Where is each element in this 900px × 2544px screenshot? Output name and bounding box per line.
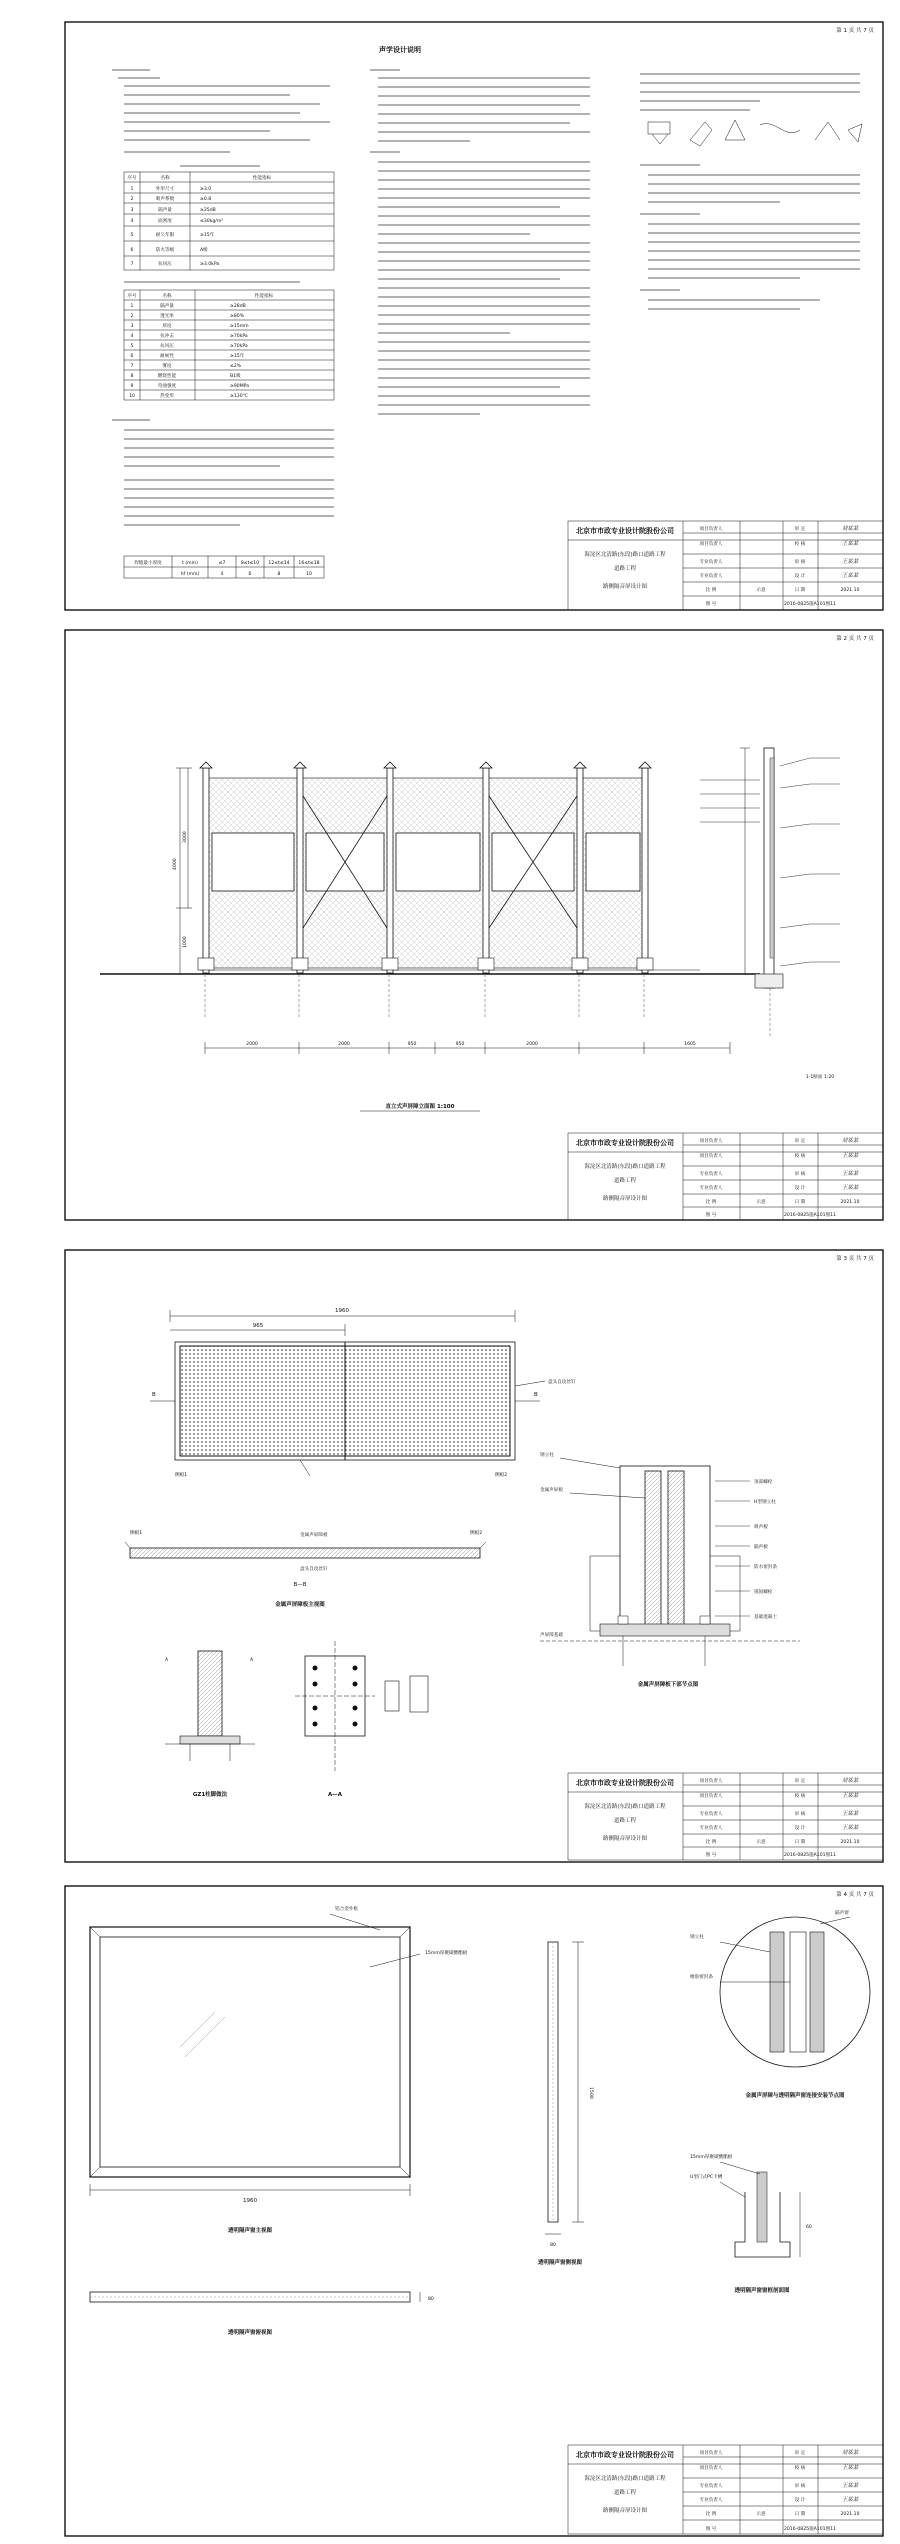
svg-text:专业负责人: 专业负责人 <box>699 1186 723 1191</box>
svg-text:2: 2 <box>130 314 134 319</box>
svg-text:外形尺寸: 外形尺寸 <box>155 187 175 192</box>
svg-text:≥15年: ≥15年 <box>230 354 245 359</box>
svg-text:声屏障基础: 声屏障基础 <box>540 1633 563 1638</box>
window-bottom-caption: 透明隔声窗俯视图 <box>227 2330 273 2336</box>
svg-text:项目负责人: 项目负责人 <box>699 2451 723 2456</box>
svg-text:名称: 名称 <box>162 294 172 299</box>
svg-text:3: 3 <box>130 208 134 213</box>
svg-text:8: 8 <box>130 374 134 379</box>
svg-text:校 核: 校 核 <box>794 1794 806 1799</box>
svg-text:2000: 2000 <box>338 1042 350 1047</box>
svg-text:隔声量: 隔声量 <box>158 208 172 213</box>
svg-text:日 期: 日 期 <box>794 2512 806 2517</box>
svg-text:2021.10: 2021.10 <box>840 1840 860 1845</box>
svg-text:专业负责人: 专业负责人 <box>699 574 723 579</box>
svg-text:侧板1: 侧板1 <box>130 1531 143 1536</box>
svg-text:抗风压: 抗风压 <box>160 344 174 349</box>
front-view-caption: 金属声屏障板主视图 <box>275 1602 325 1608</box>
svg-text:雾度: 雾度 <box>162 364 172 369</box>
svg-text:侧板1: 侧板1 <box>175 1473 188 1478</box>
svg-text:15mm厚聚碳酸酯板: 15mm厚聚碳酸酯板 <box>425 1951 468 1956</box>
svg-text:王某某: 王某某 <box>841 1171 859 1177</box>
svg-text:2: 2 <box>130 197 134 202</box>
svg-text:2016-0825施A101图11: 2016-0825施A101图11 <box>784 602 836 607</box>
title-block-1 <box>568 521 883 610</box>
sheet-1-sketches <box>648 120 862 146</box>
svg-text:B1级: B1级 <box>230 374 241 379</box>
svg-text:王某某: 王某某 <box>841 559 859 565</box>
svg-text:侧板2: 侧板2 <box>495 1473 508 1478</box>
svg-text:金属声屏板: 金属声屏板 <box>540 1488 563 1493</box>
svg-text:道路工程: 道路工程 <box>613 2490 637 2496</box>
svg-text:序号: 序号 <box>127 176 137 181</box>
svg-text:审 定: 审 定 <box>794 2451 806 2456</box>
svg-text:专业负责人: 专业负责人 <box>699 1172 723 1177</box>
svg-text:60: 60 <box>806 2225 812 2230</box>
window-side-caption: 透明隔声窗侧视图 <box>537 2260 583 2266</box>
svg-text:铝合金外框: 铝合金外框 <box>335 1907 358 1912</box>
svg-text:厚度: 厚度 <box>162 324 172 329</box>
sheet-1-col1-text-2 <box>112 420 334 525</box>
svg-text:抗冲击: 抗冲击 <box>160 334 174 339</box>
svg-text:图 号: 图 号 <box>705 602 717 607</box>
svg-text:王某某: 王某某 <box>841 573 859 579</box>
svg-text:耐候性: 耐候性 <box>160 354 174 359</box>
elevation-caption: 直立式声屏障立面图 1:100 <box>385 1104 455 1110</box>
svg-text:B: B <box>534 1392 538 1398</box>
svg-text:透光率: 透光率 <box>160 314 174 319</box>
sheet-1-border <box>65 22 883 610</box>
svg-text:专业负责人: 专业负责人 <box>699 1812 723 1817</box>
svg-text:项目负责人: 项目负责人 <box>699 527 723 532</box>
a-a-plan <box>295 1641 428 1798</box>
svg-text:5: 5 <box>130 344 134 349</box>
svg-text:防火等级: 防火等级 <box>155 248 175 253</box>
svg-text:1500: 1500 <box>588 2087 593 2099</box>
sheet-1 <box>0 0 900 618</box>
svg-text:专业负责人: 专业负责人 <box>699 560 723 565</box>
svg-text:性能指标: 性能指标 <box>254 294 274 299</box>
svg-text:项目负责人: 项目负责人 <box>699 2466 723 2471</box>
svg-text:≤30kg/m²: ≤30kg/m² <box>200 219 224 224</box>
joint-detail <box>690 1909 870 2099</box>
svg-text:16≤t≤18: 16≤t≤18 <box>298 561 320 566</box>
sheet-1-table-1 <box>124 172 334 270</box>
sheet-1-col3-text <box>640 74 860 110</box>
svg-text:项目负责人: 项目负责人 <box>699 1154 723 1159</box>
svg-text:80: 80 <box>550 2243 556 2248</box>
section-b-b <box>125 1529 486 1608</box>
svg-text:1: 1 <box>130 187 134 192</box>
svg-text:2000: 2000 <box>526 1042 538 1047</box>
sheet-1-drawing <box>0 0 900 618</box>
svg-text:15mm厚聚碳酸酯板: 15mm厚聚碳酸酯板 <box>690 2155 733 2160</box>
a-a-caption: A—A <box>327 1792 343 1798</box>
svg-text:北京市市政专业设计院股份公司: 北京市市政专业设计院股份公司 <box>576 1139 674 1147</box>
sheet-2-page-no: 第 2 页 共 7 页 <box>836 636 874 642</box>
section-caption: 1-1断面 1:20 <box>805 1075 835 1080</box>
svg-text:王某某: 王某某 <box>841 1153 859 1159</box>
svg-text:t (mm): t (mm) <box>182 561 198 566</box>
svg-text:比 例: 比 例 <box>705 2512 717 2517</box>
svg-text:H型钢立柱: H型钢立柱 <box>754 1500 776 1505</box>
sheet-3-drawing <box>0 1236 900 1872</box>
section-1-1 <box>700 748 840 1080</box>
svg-text:吸声板: 吸声板 <box>754 1525 768 1530</box>
sheet-1-page-no: 第 1 页 共 7 页 <box>836 28 874 34</box>
svg-text:2021.10: 2021.10 <box>840 588 860 593</box>
frame-section-caption: 透明隔声窗窗框剖面图 <box>734 2288 790 2294</box>
svg-text:965: 965 <box>252 1323 264 1329</box>
svg-text:刘某某: 刘某某 <box>841 1138 859 1144</box>
svg-text:B—B: B—B <box>293 1582 307 1588</box>
svg-text:北京市市政专业设计院股份公司: 北京市市政专业设计院股份公司 <box>576 1779 674 1787</box>
svg-text:耐久年限: 耐久年限 <box>155 233 175 238</box>
sheet-1-col1-text <box>112 70 330 166</box>
svg-text:北京市市政专业设计院股份公司: 北京市市政专业设计院股份公司 <box>576 2451 674 2459</box>
svg-text:顶部螺栓: 顶部螺栓 <box>754 1480 773 1485</box>
svg-text:审 核: 审 核 <box>794 1172 806 1177</box>
svg-text:审 定: 审 定 <box>794 527 806 532</box>
svg-text:图 号: 图 号 <box>705 1213 717 1218</box>
svg-text:道路工程: 道路工程 <box>613 1178 637 1184</box>
svg-text:校 核: 校 核 <box>794 1154 806 1159</box>
svg-text:热变形: 热变形 <box>160 394 174 399</box>
gz1-column-foot <box>165 1651 255 1798</box>
svg-text:性能指标: 性能指标 <box>252 176 272 181</box>
svg-text:3: 3 <box>130 324 134 329</box>
svg-text:面密度: 面密度 <box>158 219 172 224</box>
window-side-view <box>538 1942 594 2266</box>
foundation-lines <box>205 974 644 1018</box>
svg-text:9: 9 <box>130 384 134 389</box>
sheet-4-drawing <box>0 1872 900 2544</box>
sheet-2-drawing <box>0 618 900 1236</box>
svg-text:≥80%: ≥80% <box>230 314 245 319</box>
svg-text:北京市市政专业设计院股份公司: 北京市市政专业设计院股份公司 <box>576 527 674 535</box>
svg-text:B: B <box>152 1392 156 1398</box>
svg-text:隔声板: 隔声板 <box>754 1545 768 1550</box>
svg-text:项目负责人: 项目负责人 <box>699 1139 723 1144</box>
svg-text:钢立柱: 钢立柱 <box>690 1935 704 1940</box>
svg-text:弯曲强度: 弯曲强度 <box>157 384 177 389</box>
svg-text:2000: 2000 <box>246 1042 258 1047</box>
svg-text:抗风压: 抗风压 <box>158 262 172 267</box>
svg-text:专业负责人: 专业负责人 <box>699 2484 723 2489</box>
svg-text:日 期: 日 期 <box>794 1200 806 1205</box>
svg-text:设 计: 设 计 <box>794 1186 806 1191</box>
svg-text:3000: 3000 <box>183 831 188 843</box>
svg-text:王某某: 王某某 <box>841 2497 859 2503</box>
svg-text:hf (mm): hf (mm) <box>180 572 200 577</box>
svg-text:项目负责人: 项目负责人 <box>699 1794 723 1799</box>
svg-text:1605: 1605 <box>684 1042 696 1047</box>
svg-text:≤2%: ≤2% <box>230 364 242 369</box>
svg-text:950: 950 <box>455 1042 465 1047</box>
svg-text:海淀区北清路(东段)路口道路工程: 海淀区北清路(东段)路口道路工程 <box>584 1164 666 1170</box>
svg-text:海淀区北清路(东段)路口道路工程: 海淀区北清路(东段)路口道路工程 <box>584 1804 666 1810</box>
svg-text:≥15mm: ≥15mm <box>230 324 249 329</box>
svg-text:王某某: 王某某 <box>841 1811 859 1817</box>
svg-text:基础混凝土: 基础混凝土 <box>754 1615 777 1620</box>
svg-text:防水密封条: 防水密封条 <box>754 1565 777 1570</box>
svg-text:2021.10: 2021.10 <box>840 1200 860 1205</box>
svg-text:≥90MPa: ≥90MPa <box>230 384 250 389</box>
svg-text:U型门式PC卡槽: U型门式PC卡槽 <box>690 2175 723 2180</box>
window-front-view <box>90 1905 468 2234</box>
svg-text:王某某: 王某某 <box>841 541 859 547</box>
sheet-1-table-3 <box>124 556 324 578</box>
sheet-2 <box>0 618 900 1236</box>
sheet-3 <box>0 1236 900 1872</box>
svg-text:刘某某: 刘某某 <box>841 526 859 532</box>
svg-text:名称: 名称 <box>160 176 170 181</box>
svg-text:比 例: 比 例 <box>705 588 717 593</box>
svg-text:≥70kPa: ≥70kPa <box>230 334 248 339</box>
svg-text:6: 6 <box>130 354 134 359</box>
svg-text:王某某: 王某某 <box>841 1185 859 1191</box>
svg-text:比 例: 比 例 <box>705 1840 717 1845</box>
svg-text:海淀区北清路(东段)路口道路工程: 海淀区北清路(东段)路口道路工程 <box>584 552 666 558</box>
svg-text:≥70kPa: ≥70kPa <box>230 344 248 349</box>
window-bottom-view <box>90 2292 434 2336</box>
svg-text:专业负责人: 专业负责人 <box>699 1826 723 1831</box>
svg-text:审 核: 审 核 <box>794 1812 806 1817</box>
sheet-1-title: 声学设计说明 <box>379 46 421 54</box>
frame-section <box>690 2153 812 2294</box>
gz1-caption: GZ1柱脚做法 <box>192 1792 228 1798</box>
svg-text:项目负责人: 项目负责人 <box>699 1779 723 1784</box>
svg-text:A: A <box>250 1658 254 1663</box>
svg-text:钢立柱: 钢立柱 <box>540 1453 554 1458</box>
svg-text:项目负责人: 项目负责人 <box>699 542 723 547</box>
svg-text:专业负责人: 专业负责人 <box>699 2498 723 2503</box>
svg-text:侧板2: 侧板2 <box>470 1531 483 1536</box>
sheet-1-table-2 <box>124 290 334 400</box>
svg-text:6: 6 <box>130 248 134 253</box>
svg-text:A级: A级 <box>200 248 208 253</box>
title-block-2 <box>568 1133 883 1220</box>
svg-text:4: 4 <box>130 334 134 339</box>
svg-text:2016-0825施A101图11: 2016-0825施A101图11 <box>784 1213 836 1218</box>
svg-text:序号: 序号 <box>127 294 137 299</box>
svg-text:4: 4 <box>220 572 224 577</box>
svg-text:12≤t≤14: 12≤t≤14 <box>268 561 290 566</box>
svg-text:1960: 1960 <box>243 2198 257 2204</box>
lower-node-detail <box>540 1451 800 1688</box>
svg-text:审 定: 审 定 <box>794 1139 806 1144</box>
sheet-1-col3-text-2 <box>640 165 860 309</box>
joint-detail-caption: 金属声屏障与透明隔声窗连接安装节点图 <box>745 2093 845 2099</box>
svg-text:日 期: 日 期 <box>794 588 806 593</box>
svg-text:2021.10: 2021.10 <box>840 2512 860 2517</box>
svg-text:4: 4 <box>130 219 134 224</box>
svg-text:示意: 示意 <box>756 2512 766 2517</box>
svg-text:焊缝最小厚度: 焊缝最小厚度 <box>134 561 162 566</box>
title-block-3 <box>568 1773 883 1860</box>
svg-text:设 计: 设 计 <box>794 1826 806 1831</box>
svg-text:橡胶密封条: 橡胶密封条 <box>690 1975 713 1980</box>
svg-text:盘头自攻丝钉: 盘头自攻丝钉 <box>548 1380 576 1385</box>
node-detail-caption: 金属声屏障板下部节点图 <box>637 1682 699 1688</box>
svg-text:8: 8 <box>277 572 281 577</box>
svg-text:路侧隔音屏设计图: 路侧隔音屏设计图 <box>602 2508 648 2514</box>
svg-text:路侧隔音屏设计图: 路侧隔音屏设计图 <box>602 1196 648 1202</box>
svg-text:设 计: 设 计 <box>794 574 806 579</box>
svg-text:王某某: 王某某 <box>841 1793 859 1799</box>
sheet-1-col2-text <box>370 70 590 414</box>
svg-text:刘某某: 刘某某 <box>841 2450 859 2456</box>
svg-text:≥0.8: ≥0.8 <box>200 197 212 202</box>
svg-text:≥28dB: ≥28dB <box>230 304 246 309</box>
svg-text:路侧隔音屏设计图: 路侧隔音屏设计图 <box>602 584 648 590</box>
svg-text:10: 10 <box>129 394 135 399</box>
svg-text:隔声窗: 隔声窗 <box>835 1911 849 1916</box>
svg-text:7: 7 <box>130 262 134 267</box>
svg-text:道路工程: 道路工程 <box>613 1818 637 1824</box>
svg-text:比 例: 比 例 <box>705 1200 717 1205</box>
svg-text:6: 6 <box>248 572 252 577</box>
svg-text:示意: 示意 <box>756 1840 766 1845</box>
svg-text:950: 950 <box>407 1042 417 1047</box>
sheet-4 <box>0 1872 900 2544</box>
svg-text:审 定: 审 定 <box>794 1779 806 1784</box>
bottom-dimensions <box>205 1041 730 1054</box>
svg-text:4000: 4000 <box>173 858 178 870</box>
svg-text:吸声系数: 吸声系数 <box>155 197 175 202</box>
svg-text:路侧隔音屏设计图: 路侧隔音屏设计图 <box>602 1836 648 1842</box>
svg-text:隔声量: 隔声量 <box>160 304 174 309</box>
sheet-4-page-no: 第 4 页 共 7 页 <box>836 1892 874 1898</box>
svg-text:1: 1 <box>130 304 134 309</box>
svg-text:锚固螺栓: 锚固螺栓 <box>754 1590 773 1595</box>
svg-text:7: 7 <box>130 364 134 369</box>
svg-text:金属声屏障板: 金属声屏障板 <box>300 1533 328 1538</box>
svg-text:盘头自攻丝钉: 盘头自攻丝钉 <box>300 1567 328 1572</box>
svg-text:设 计: 设 计 <box>794 2498 806 2503</box>
svg-text:8≤t≤10: 8≤t≤10 <box>240 561 260 566</box>
svg-text:≤7: ≤7 <box>218 561 226 566</box>
svg-text:图 号: 图 号 <box>705 1853 717 1858</box>
svg-text:≥3.0kPa: ≥3.0kPa <box>200 262 220 267</box>
svg-text:10: 10 <box>306 572 312 577</box>
sheet-3-page-no: 第 3 页 共 7 页 <box>836 1256 874 1262</box>
svg-text:日 期: 日 期 <box>794 1840 806 1845</box>
svg-text:≥130℃: ≥130℃ <box>230 394 248 399</box>
window-front-caption: 透明隔声窗主视图 <box>227 2228 273 2234</box>
svg-text:图 号: 图 号 <box>705 2527 717 2532</box>
svg-text:校 核: 校 核 <box>794 542 806 547</box>
svg-text:海淀区北清路(东段)路口道路工程: 海淀区北清路(东段)路口道路工程 <box>584 2476 666 2482</box>
svg-text:审 核: 审 核 <box>794 560 806 565</box>
svg-text:王某某: 王某某 <box>841 2483 859 2489</box>
column-caps <box>200 762 651 768</box>
svg-text:示意: 示意 <box>756 1200 766 1205</box>
svg-text:王某某: 王某某 <box>841 2465 859 2471</box>
svg-text:≥15年: ≥15年 <box>200 233 215 238</box>
svg-text:A: A <box>165 1658 169 1663</box>
svg-text:王某某: 王某某 <box>841 1825 859 1831</box>
svg-text:道路工程: 道路工程 <box>613 566 637 572</box>
svg-text:≥25dB: ≥25dB <box>200 208 216 213</box>
left-dimensions <box>172 768 192 974</box>
svg-text:1000: 1000 <box>183 936 188 948</box>
svg-text:审 核: 审 核 <box>794 2484 806 2489</box>
svg-text:1960: 1960 <box>335 1308 349 1314</box>
svg-text:燃烧性能: 燃烧性能 <box>157 374 177 379</box>
svg-text:5: 5 <box>130 233 134 238</box>
front-view-dimensions <box>170 1308 515 1336</box>
svg-text:80: 80 <box>428 2297 434 2302</box>
svg-text:2016-0825施A101图11: 2016-0825施A101图11 <box>784 2527 836 2532</box>
svg-text:示意: 示意 <box>756 588 766 593</box>
svg-text:刘某某: 刘某某 <box>841 1778 859 1784</box>
svg-text:2016-0825施A101图11: 2016-0825施A101图11 <box>784 1853 836 1858</box>
svg-text:≥3.0: ≥3.0 <box>200 187 212 192</box>
title-block-4 <box>568 2445 883 2534</box>
svg-text:校 核: 校 核 <box>794 2466 806 2471</box>
